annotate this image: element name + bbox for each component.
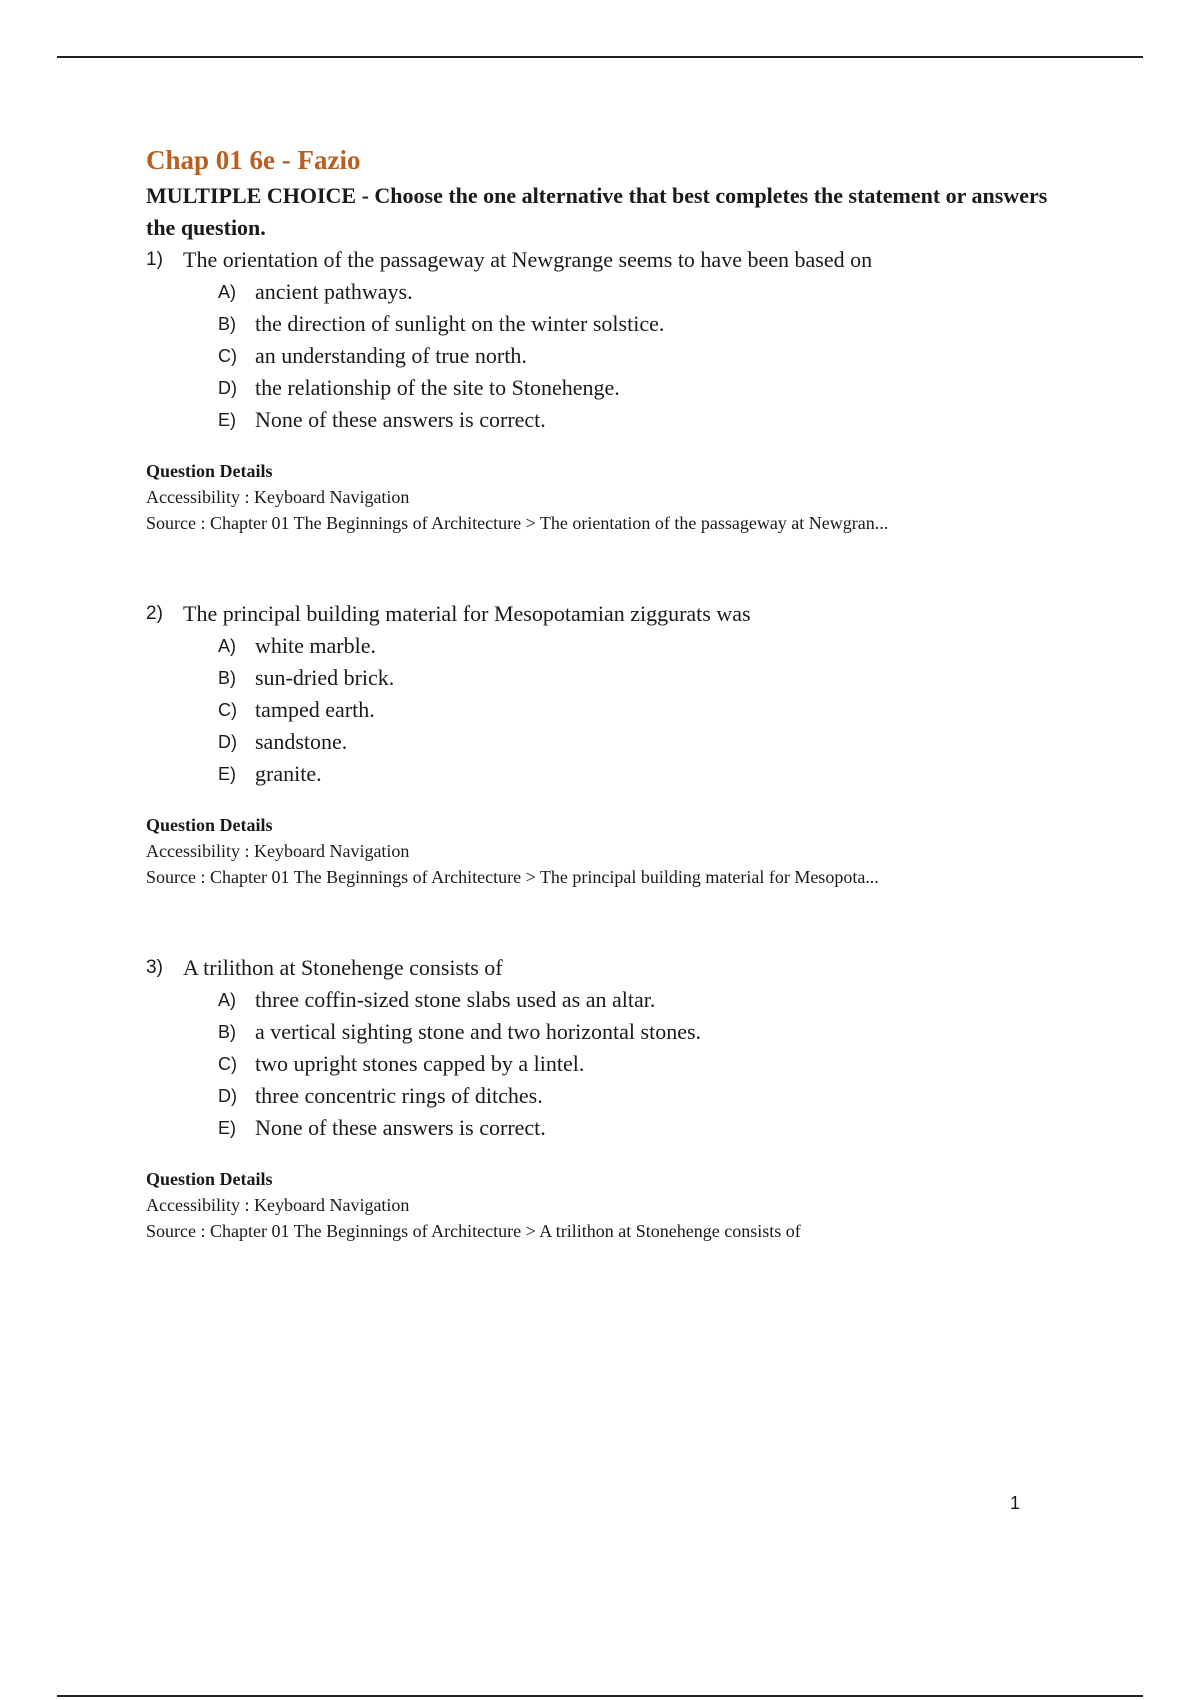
choice-letter: D) (218, 1086, 237, 1106)
choice-letter: D) (218, 378, 237, 398)
choice-letter: A) (218, 282, 236, 302)
choice-text: three concentric rings of ditches. (255, 1083, 543, 1108)
answer-choice-a (218, 984, 1066, 1016)
choice-text: two upright stones capped by a lintel. (255, 1051, 585, 1076)
choice-letter: E) (218, 410, 236, 430)
choice-letter: C) (218, 700, 237, 720)
choice-letter: B) (218, 314, 236, 334)
details-accessibility: Accessibility : Keyboard Navigation (146, 841, 410, 861)
choice-text: three coffin-sized stone slabs used as an altar. (255, 987, 656, 1012)
choice-letter: C) (218, 1054, 237, 1074)
top-rule (57, 56, 1143, 58)
details-source: Source : Chapter 01 The Beginnings of Architecture > A trilithon at Stonehenge consists of (146, 1221, 801, 1241)
choice-text: an understanding of true north. (255, 343, 527, 368)
answer-choice-c (218, 1048, 1066, 1080)
question-details (146, 458, 1066, 536)
question-number: 1) (146, 249, 163, 270)
choice-text: None of these answers is correct. (255, 1115, 546, 1140)
choice-text: the relationship of the site to Stonehenge. (255, 375, 620, 400)
answer-choice-e (218, 1112, 1066, 1144)
choice-text: granite. (255, 761, 322, 786)
question-1 (146, 244, 1066, 536)
details-accessibility: Accessibility : Keyboard Navigation (146, 1195, 410, 1215)
choice-letter: B) (218, 1022, 236, 1042)
question-text: The principal building material for Mesopotamian ziggurats was (183, 601, 751, 626)
choice-text: ancient pathways. (255, 279, 413, 304)
answer-choice-a (218, 630, 1066, 662)
choice-letter: E) (218, 1118, 236, 1138)
answer-choices (146, 276, 1066, 436)
answer-choice-b (218, 662, 1066, 694)
answer-choice-e (218, 758, 1066, 790)
answer-choice-d (218, 726, 1066, 758)
choice-text: sun-dried brick. (255, 665, 395, 690)
question-text: The orientation of the passageway at Newgrange seems to have been based on (183, 247, 873, 272)
details-title: Question Details (146, 815, 273, 835)
document-body (146, 138, 1066, 1306)
choice-text: a vertical sighting stone and two horizontal stones. (255, 1019, 702, 1044)
answer-choice-c (218, 694, 1066, 726)
choice-letter: C) (218, 346, 237, 366)
question-stem (146, 598, 1066, 630)
details-accessibility: Accessibility : Keyboard Navigation (146, 487, 410, 507)
question-number: 2) (146, 603, 163, 624)
question-number: 3) (146, 957, 163, 978)
question-text: A trilithon at Stonehenge consists of (183, 955, 503, 980)
answer-choice-b (218, 1016, 1066, 1048)
document-title: Chap 01 6e - Fazio (146, 145, 361, 175)
answer-choices (146, 630, 1066, 790)
choice-letter: E) (218, 764, 236, 784)
details-title: Question Details (146, 1169, 273, 1189)
answer-choice-a (218, 276, 1066, 308)
details-title: Question Details (146, 461, 273, 481)
instructions: MULTIPLE CHOICE - Choose the one alternative that best completes the statement or answers the question. (146, 183, 1048, 240)
choice-text: tamped earth. (255, 697, 375, 722)
page-number: 1 (1010, 1493, 1021, 1513)
choice-letter: B) (218, 668, 236, 688)
answer-choice-d (218, 1080, 1066, 1112)
question-stem (146, 244, 1066, 276)
choice-letter: A) (218, 636, 236, 656)
question-details (146, 1166, 1066, 1244)
question-stem (146, 952, 1066, 984)
bottom-rule (57, 1695, 1143, 1697)
choice-text: None of these answers is correct. (255, 407, 546, 432)
answer-choice-d (218, 372, 1066, 404)
choice-text: white marble. (255, 633, 376, 658)
details-source: Source : Chapter 01 The Beginnings of Architecture > The principal building material for Mesopota... (146, 867, 879, 887)
answer-choice-c (218, 340, 1066, 372)
choice-letter: A) (218, 990, 236, 1010)
question-2 (146, 598, 1066, 890)
question-details (146, 812, 1066, 890)
choice-letter: D) (218, 732, 237, 752)
details-source: Source : Chapter 01 The Beginnings of Architecture > The orientation of the passageway at Newgran... (146, 513, 889, 533)
choice-text: the direction of sunlight on the winter solstice. (255, 311, 665, 336)
question-3 (146, 952, 1066, 1244)
choice-text: sandstone. (255, 729, 348, 754)
answer-choice-b (218, 308, 1066, 340)
answer-choice-e (218, 404, 1066, 436)
answer-choices (146, 984, 1066, 1144)
